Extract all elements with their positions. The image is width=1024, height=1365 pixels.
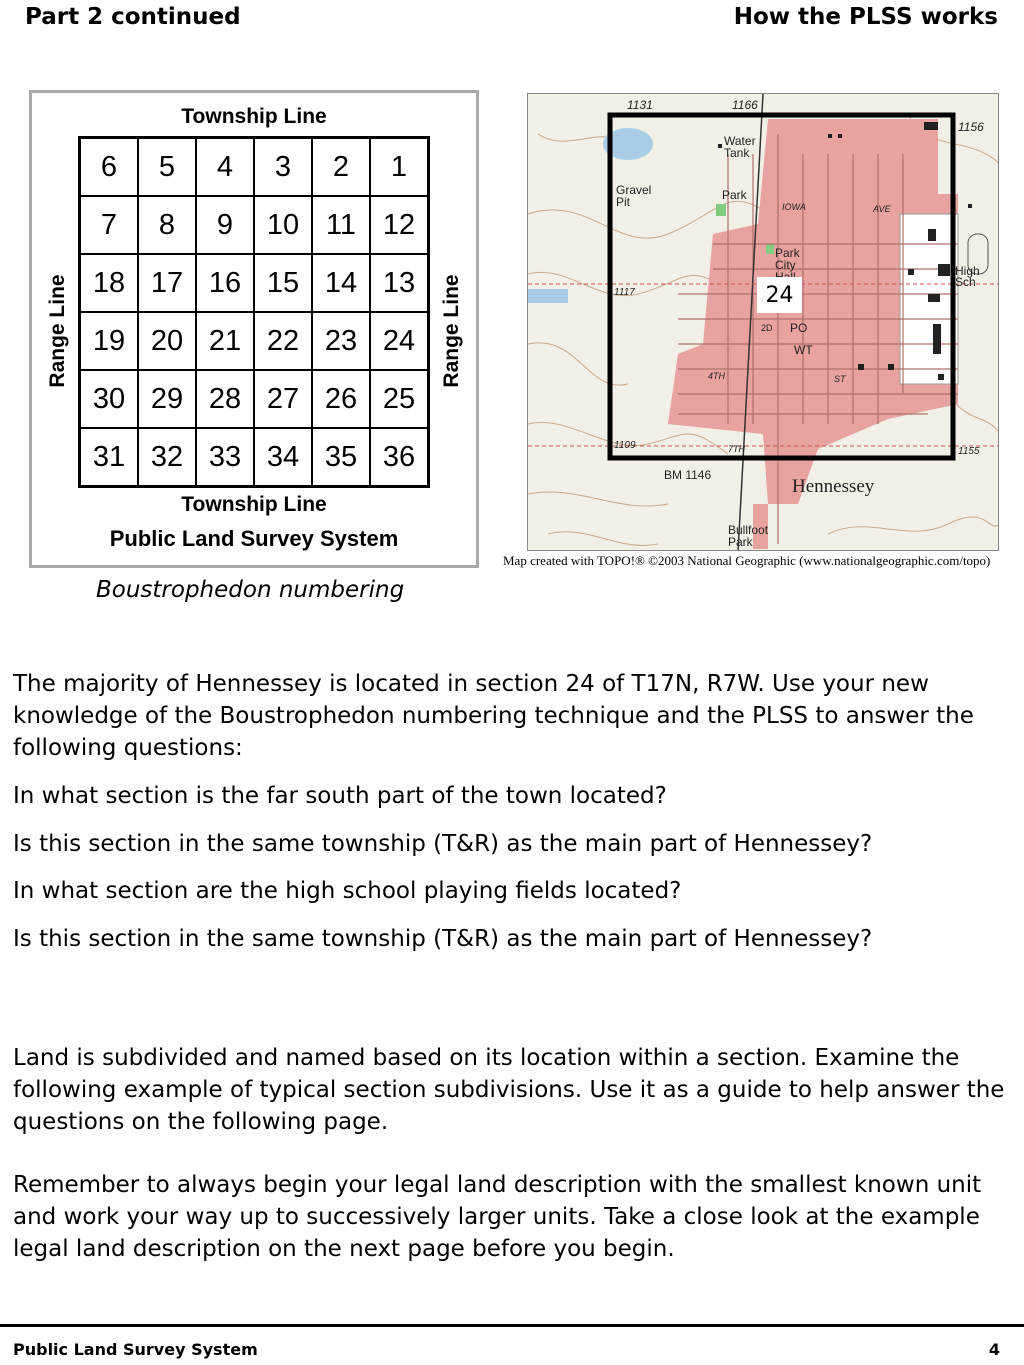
section-cell: 9 xyxy=(196,196,254,254)
section-cell: 13 xyxy=(370,254,428,312)
range-line-right-label: Range Line xyxy=(440,274,463,388)
footer-title: Public Land Survey System xyxy=(13,1340,258,1359)
section-cell: 33 xyxy=(196,428,254,486)
map-label-ave: AVE xyxy=(873,204,891,214)
section-24-badge: 24 xyxy=(757,277,802,313)
section-cell: 22 xyxy=(254,312,312,370)
map-label-7th: 7TH xyxy=(728,444,746,454)
section-cell: 8 xyxy=(138,196,196,254)
range-line-left-label: Range Line xyxy=(46,274,69,388)
land-subdivision-paragraph: Land is subdivided and named based on its location within a section. Examine the following example of typical section subdivisions. Use it as a guide to help answer the questions on the following page. xyxy=(13,1045,1005,1135)
map-label-po: PO xyxy=(790,321,808,335)
map-label-park-city-hall: Park City xyxy=(775,246,800,272)
section-cell: 31 xyxy=(80,428,138,486)
map-credit: Map created with TOPO!® ©2003 National Geographic (www.nationalgeographic.com/topo) xyxy=(503,553,991,568)
township-line-bottom-label: Township Line xyxy=(181,493,327,516)
page-number: 4 xyxy=(988,1340,1000,1359)
topo-map xyxy=(527,93,999,551)
section-cell: 16 xyxy=(196,254,254,312)
section-cell: 21 xyxy=(196,312,254,370)
header-topic-label: How the PLSS works xyxy=(733,4,998,30)
map-label-4th: 4TH xyxy=(708,371,726,381)
map-label-bm: BM 1146 xyxy=(664,468,712,482)
section-cell: 19 xyxy=(80,312,138,370)
section-cell: 7 xyxy=(80,196,138,254)
question-2: Is this section in the same township (T&R) as the main part of Hennessey? xyxy=(13,831,873,857)
map-label-bullfoot-park: Bullfoot Park xyxy=(728,523,769,549)
map-label-1155: 1155 xyxy=(958,446,980,457)
section-cell: 3 xyxy=(254,138,312,196)
section-cell: 34 xyxy=(254,428,312,486)
footer-divider xyxy=(0,1324,1024,1327)
map-label-st: ST xyxy=(834,374,846,384)
section-cell: 23 xyxy=(312,312,370,370)
section-cell: 29 xyxy=(138,370,196,428)
section-cell: 6 xyxy=(80,138,138,196)
map-label-1166: 1166 xyxy=(732,98,758,112)
remember-paragraph: Remember to always begin your legal land description with the smallest known unit and work your way up to successively larger units. Take a close look at the example legal land description on the next page before you begin. xyxy=(13,1172,982,1262)
section-cell: 2 xyxy=(312,138,370,196)
section-cell: 30 xyxy=(80,370,138,428)
section-grid xyxy=(78,136,430,488)
header-part-label: Part 2 continued xyxy=(25,4,241,30)
park-green xyxy=(716,204,726,216)
intro-paragraph: The majority of Hennessey is located in section 24 of T17N, R7W. Use your new knowledge of the Boustrophedon numbering technique and the PLSS to answer the following questions: xyxy=(13,671,974,761)
map-label-1109: 1109 xyxy=(614,440,636,451)
section-cell: 25 xyxy=(370,370,428,428)
map-label-1117: 1117 xyxy=(614,287,635,298)
map-label-gravel-pit: Gravel Pit xyxy=(616,183,652,209)
plss-figure-title: Public Land Survey System xyxy=(109,526,399,551)
water-pond-west xyxy=(528,289,568,303)
section-cell: 17 xyxy=(138,254,196,312)
question-4: Is this section in the same township (T&R) as the main part of Hennessey? xyxy=(13,926,873,952)
section-cell: 26 xyxy=(312,370,370,428)
map-label-iowa: IOWA xyxy=(782,202,806,212)
map-label-park: Park xyxy=(722,188,747,202)
section-cell: 15 xyxy=(254,254,312,312)
section-cell: 14 xyxy=(312,254,370,312)
section-cell: 27 xyxy=(254,370,312,428)
plss-grid-figure xyxy=(29,90,479,568)
section-cell: 35 xyxy=(312,428,370,486)
question-1: In what section is the far south part of the town located? xyxy=(13,783,667,809)
section-cell: 32 xyxy=(138,428,196,486)
section-cell: 18 xyxy=(80,254,138,312)
map-label-1156: 1156 xyxy=(958,120,984,134)
map-label-town: Hennessey xyxy=(792,476,875,497)
map-label-wt: WT xyxy=(794,343,813,357)
section-cell: 1 xyxy=(370,138,428,196)
section-cell: 12 xyxy=(370,196,428,254)
township-line-top-label: Township Line xyxy=(181,105,327,128)
section-cell: 5 xyxy=(138,138,196,196)
section-cell: 10 xyxy=(254,196,312,254)
map-label-high-sch: High Sch xyxy=(955,264,980,289)
map-label-1131: 1131 xyxy=(627,98,653,112)
section-cell: 11 xyxy=(312,196,370,254)
question-3: In what section are the high school playing fields located? xyxy=(13,878,682,904)
section-cell: 36 xyxy=(370,428,428,486)
map-label-2d: 2D xyxy=(761,323,773,333)
figure-caption: Boustrophedon numbering xyxy=(96,577,405,603)
section-cell: 20 xyxy=(138,312,196,370)
section-cell: 4 xyxy=(196,138,254,196)
map-label-water-tank: Water Tank xyxy=(724,134,756,160)
park-green-2 xyxy=(766,244,774,254)
section-cell: 28 xyxy=(196,370,254,428)
section-cell: 24 xyxy=(370,312,428,370)
